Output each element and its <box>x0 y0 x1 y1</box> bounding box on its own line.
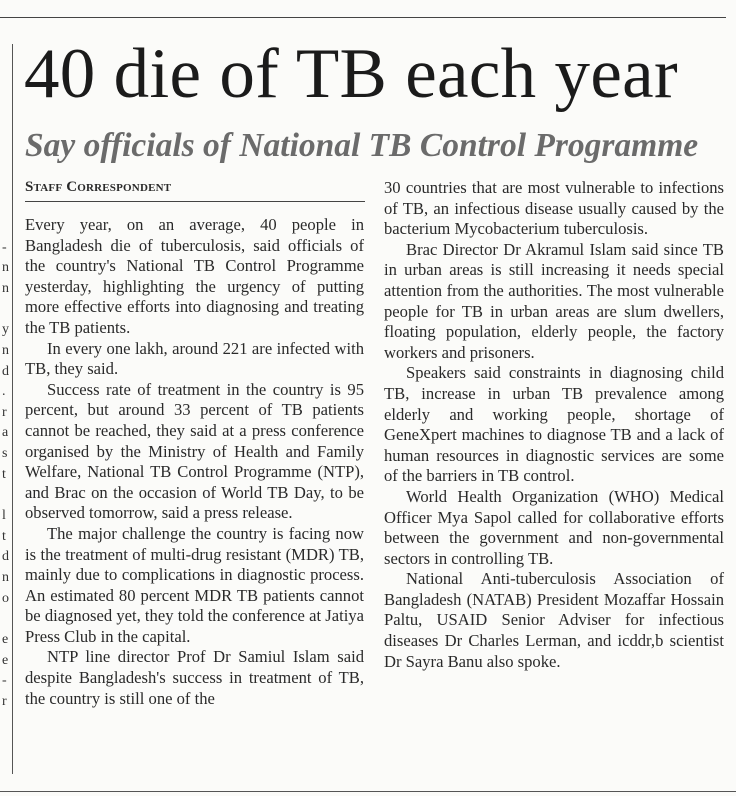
paragraph: 30 countries that are most vulnerable to infections of TB, an infectious disease usually caused by the bacterium Mycobacterium tuberculosis. <box>384 178 724 239</box>
fragment: n <box>2 260 9 275</box>
top-rule <box>0 17 726 18</box>
subheadline: Say officials of National TB Control Programme <box>25 127 699 164</box>
fragment: - <box>2 673 7 688</box>
paragraph: In every one lakh, around 221 are infected with TB, they said. <box>25 338 364 379</box>
paragraph: National Anti-tuberculosis Association of Bangladesh (NATAB) President Mozaffar Hossain Paltu, USAID Senior Adviser for infectious diseases Dr Charles Lerman, and icddr,b scientist Dr Sayra Banu also spoke. <box>384 569 724 671</box>
paragraph: World Health Organization (WHO) Medical Officer Mya Sapol called for collaborative efforts between the government and non-governmental sectors in controlling TB. <box>384 486 724 568</box>
paragraph: The major challenge the country is facing now is the treatment of multi-drug resistant (MDR) TB, mainly due to complications in diagnostic process. An estimated 80 percent MDR TB patients cannot be diagnosed yet, they told the conference at Jatiya Press Club in the capital. <box>25 523 364 646</box>
bottom-rule <box>0 791 736 792</box>
fragment: e <box>2 653 9 668</box>
fragment: t <box>2 529 6 544</box>
article-column-2 <box>384 178 724 672</box>
fragment: t <box>2 467 6 482</box>
paragraph: Every year, on an average, 40 people in Bangladesh die of tuberculosis, said officials of the country's National TB Control Programme yesterday, highlighting the urgency of putting more effective efforts into diagnosing and treating the TB patients. <box>25 215 364 337</box>
fragment: r <box>2 405 7 420</box>
fragment: e <box>2 632 9 647</box>
headline: 40 die of TB each year <box>24 35 678 113</box>
paragraph: Speakers said constraints in diagnosing child TB, increase in urban TB prevalence among elderly and working people, shortage of GeneXpert machines to diagnose TB and a lack of human resources in diagnostic services are some of the barriers in TB control. <box>384 363 724 486</box>
fragment: o <box>2 591 9 606</box>
fragment: s <box>2 446 8 461</box>
fragment: l <box>2 508 6 523</box>
fragment: n <box>2 570 9 585</box>
article-column-1 <box>25 215 364 709</box>
byline-rule <box>25 201 365 202</box>
byline: Staff Correspondent <box>25 179 172 195</box>
paragraph: Brac Director Dr Akramul Islam said since TB in urban areas is still increasing it needs special attention from the authorities. The most vulnerable people for TB in urban areas are slum dwellers, floating population, elderly people, the factory workers and prisoners. <box>384 239 724 362</box>
fragment: d <box>2 364 9 379</box>
paragraph: NTP line director Prof Dr Samiul Islam said despite Bangladesh's success in treatment of TB, the country is still one of the <box>25 647 364 708</box>
fragment: y <box>2 322 9 337</box>
fragment: . <box>2 384 6 399</box>
fragment: n <box>2 281 9 296</box>
column-divider <box>12 44 13 774</box>
fragment: n <box>2 343 9 358</box>
fragment: a <box>2 425 9 440</box>
paragraph: Success rate of treatment in the country is 95 percent, but around 33 percent of TB patients cannot be reached, they said at a press conference organised by the Ministry of Health and Family Welfare, National TB Control Programme (NTP), and Brac on the occasion of World TB Day, to be observed tomorrow, said a press release. <box>25 379 364 523</box>
fragment: - <box>2 240 7 255</box>
fragment: d <box>2 549 9 564</box>
fragment: r <box>2 694 7 709</box>
